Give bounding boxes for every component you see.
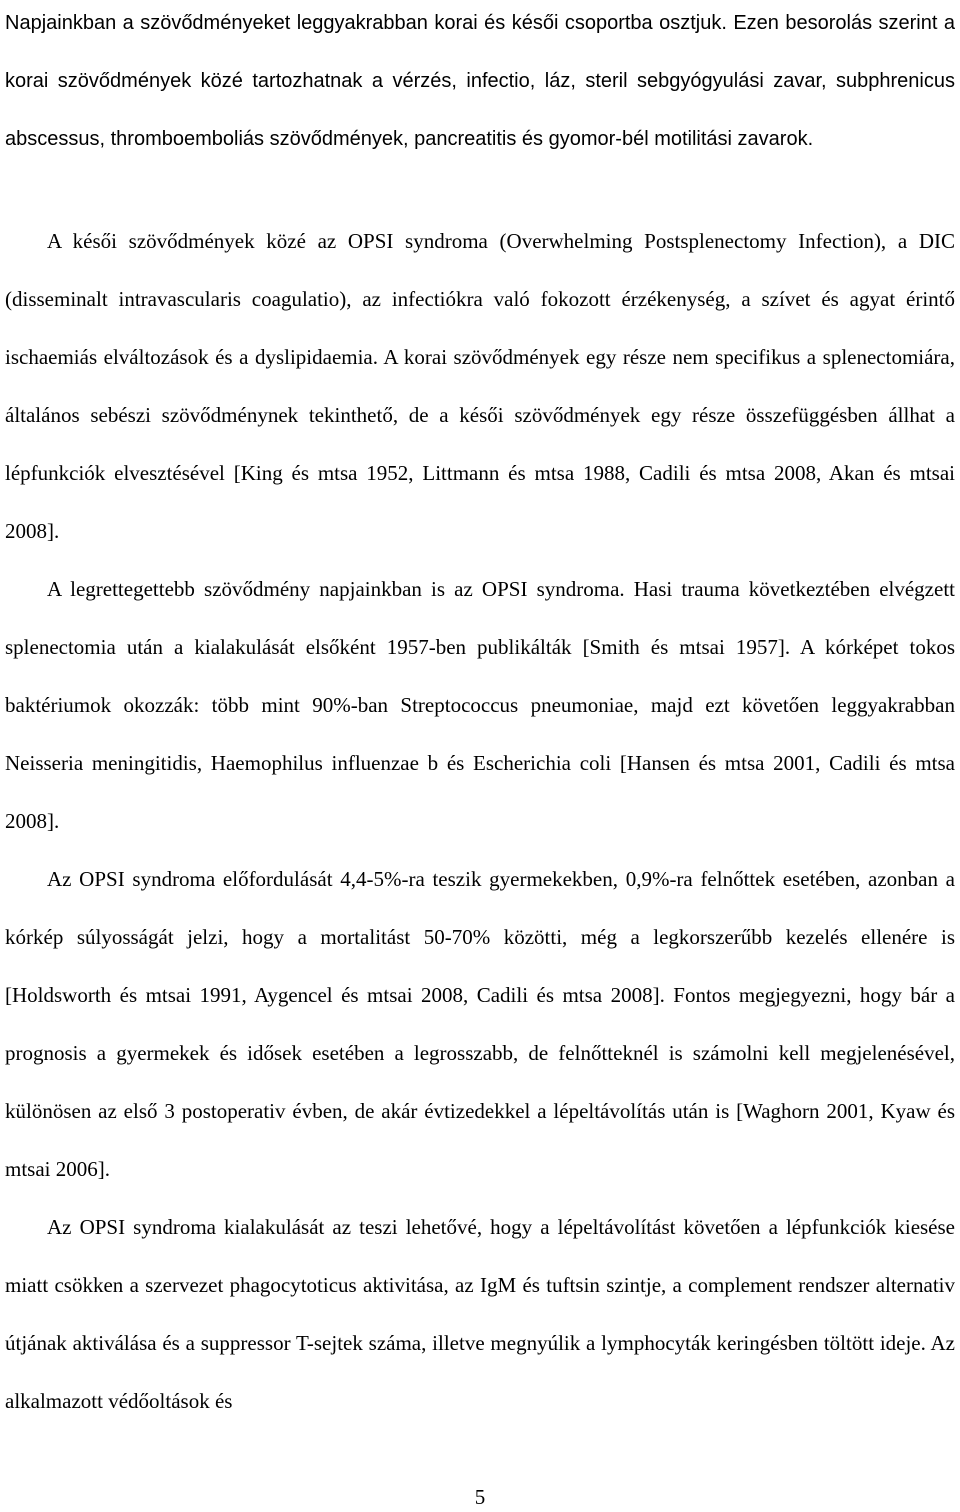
paragraph-text: Napjainkban a szövődményeket leggyakrabban korai és késői csoportba osztjuk. Ezen besorolás szerint a korai szövődmények közé tartozhatnak a vérzés, infectio, láz, steril sebgyógyulási zavar, subphrenicus abscessus, thromboemboliás szövődmények, pancreatitis és gyomor-bél motilitási zavarok. bbox=[5, 12, 955, 150]
paragraph-opsi-mechanism: Az OPSI syndroma kialakulását az teszi lehetővé, hogy a lépeltávolítást követően a lépfunkciók kiesése miatt csökken a szervezet phagocytoticus aktivitása, az IgM és tuftsin szintje, a complement rendszer alternativ útjának aktiválása és a suppressor T-sejtek száma, illetve megnyúlik a lymphocyták keringésben töltött ideje. Az alkalmazott védőoltások és bbox=[5, 1215, 955, 1413]
paragraph-opsi-history: A legrettegettebb szövődmény napjainkban is az OPSI syndroma. Hasi trauma következtében elvégzett splenectomia után a kialakulását elsőként 1957-ben publikálták [Smith és mtsai 1957]. A kórképet tokos baktériumok okozzák: több mint 90%-ban Streptococcus pneumoniae, majd ezt követően leggyakrabban Neisseria meningitidis, Haemophilus influenzae b és Escherichia coli [Hansen és mtsa 2001, Cadili és mtsa 2008]. bbox=[5, 577, 955, 833]
paragraph-late-complications: A késői szövődmények közé az OPSI syndroma (Overwhelming Postsplenectomy Infection), a DIC (disseminalt intravascularis coagulatio), az infectiókra való fokozott érzékenység, a szívet és agyat érintő ischaemiás elváltozások és a dyslipidaemia. A korai szövődmények egy része nem specifikus a splenectomiára, általános sebészi szövődménynek tekinthető, de a késői szövődmények egy része összefüggésben állhat a lépfunkciók elvesztésével [King és mtsa 1952, Littmann és mtsa 1988, Cadili és mtsa 2008, Akan és mtsai 2008]. bbox=[5, 229, 955, 543]
paragraph-complications-classification bbox=[5, 0, 955, 168]
page-number: 5 bbox=[474, 1485, 486, 1509]
body-text bbox=[5, 212, 955, 1430]
paragraph-opsi-incidence: Az OPSI syndroma előfordulását 4,4-5%-ra teszik gyermekekben, 0,9%-ra felnőttek esetében, azonban a kórkép súlyosságát jelzi, hogy a mortalitást 50-70% közötti, még a legkorszerűbb kezelés ellenére is [Holdsworth és mtsai 1991, Aygencel és mtsai 2008, Cadili és mtsa 2008]. Fontos megjegyezni, hogy bár a prognosis a gyermekek és idősek esetében a legrosszabb, de felnőtteknél is számolni kell megjelenésével, különösen az első 3 postoperativ évben, de akár évtizedekkel a lépeltávolítás után is [Waghorn 2001, Kyaw és mtsai 2006]. bbox=[5, 867, 955, 1181]
